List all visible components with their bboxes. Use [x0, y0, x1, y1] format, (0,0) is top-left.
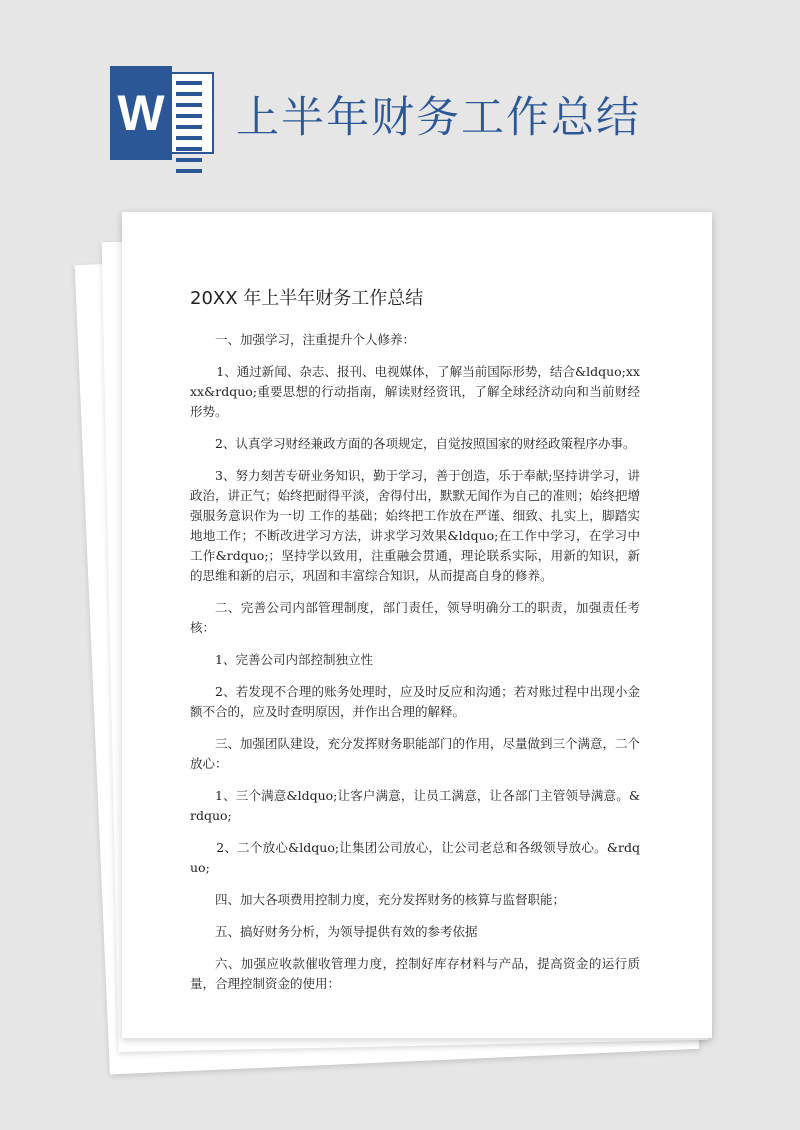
section-heading: 六、加强应收款催收管理力度，控制好库存材料与产品，提高资金的运行质量，合理控制资金的使用： — [190, 956, 640, 991]
section-heading: 二、完善公司内部管理制度，部门责任，领导明确分工的职责，加强责任考核： — [190, 600, 640, 635]
document-body — [190, 330, 640, 1006]
paragraph: 1、通过新闻、杂志、报刊、电视媒体，了解当前国际形势，结合&ldquo;xxxx&rdquo;重要思想的行动指南，解读财经资讯，了解全球经济动向和当前财经形势。 — [190, 364, 640, 419]
paragraph: 1、三个满意&ldquo;让客户满意，让员工满意，让各部门主管领导满意。&rdquo; — [190, 788, 640, 823]
section-heading: 三、加强团队建设，充分发挥财务职能部门的作用，尽量做到三个满意，二个放心： — [190, 736, 641, 771]
section-heading: 五、搞好财务分析，为领导提供有效的参考依据 — [215, 924, 478, 939]
word-document-icon — [110, 66, 214, 160]
paragraph: 2、若发现不合理的账务处理时，应及时反应和沟通；若对账过程中出现小金额不合的，应及时查明原因，并作出合理的解释。 — [190, 684, 640, 719]
banner-title: 上半年财务工作总结 — [236, 93, 641, 143]
paragraph: 2、认真学习财经兼政方面的各项规定，自觉按照国家的财经政策程序办事。 — [215, 436, 636, 451]
logo-letter: W — [110, 66, 172, 160]
document-title: 20XX 年上半年财务工作总结 — [190, 288, 424, 309]
section-heading: 一、加强学习，注重提升个人修养： — [215, 332, 416, 347]
paragraph: 3、努力刻苦专研业务知识，勤于学习，善于创造，乐于奉献;坚持讲学习，讲政治，讲正气；始终把耐得平淡，舍得付出，默默无闻作为自己的准则；始终把增强服务意识作为一切 工作的基础；始终把工作放在严谨、细致、扎实上，脚踏实地地工作；不断改进学习方法，讲求学习效果&ldquo;在工作中学习，在学习中工作&rdquo;；坚持学以致用，注重融会贯通，理论联系实际，用新的知识，新的思维和新的启示，巩固和丰富综合知识，从而提高自身的修养。 — [190, 468, 641, 583]
document-page — [122, 212, 712, 1038]
section-heading: 四、加大各项费用控制力度，充分发挥财务的核算与监督职能； — [215, 892, 566, 907]
paragraph: 2、二个放心&ldquo;让集团公司放心，让公司老总和各级领导放心。&rdquo; — [190, 840, 640, 875]
paragraph: 1、完善公司内部控制独立性 — [215, 652, 373, 667]
banner-header — [0, 0, 800, 200]
